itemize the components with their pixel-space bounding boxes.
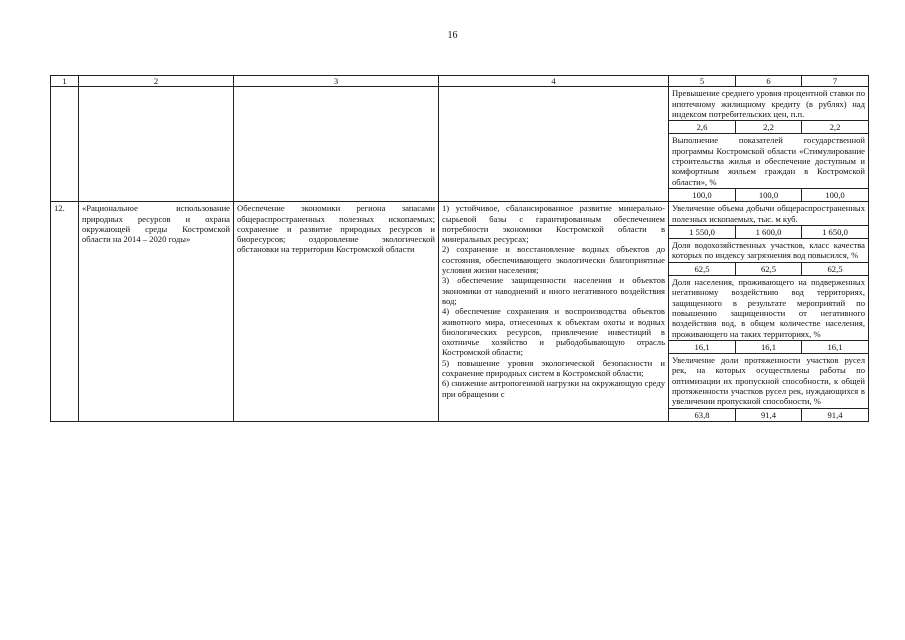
row-number: 12. xyxy=(51,202,79,422)
indicator-text: Выполнение показателей государственной программы Костромской области «Стимулирование строительства жилья и обеспечение доступным и комфортным жильем граждан в Костромской области», % xyxy=(669,134,869,188)
column-header: 3 xyxy=(234,76,439,87)
indicator-value: 16,1 xyxy=(669,340,736,353)
indicator-value: 1 550,0 xyxy=(669,225,736,238)
table-row xyxy=(51,87,869,121)
program-goal: Обеспечение экономики региона запасами общераспространенных полезных ископаемых; сохранение и развитие природных ресурсов и биоресурсов; оздоровление экологической обстановки на территории Костромской области xyxy=(234,202,439,422)
indicator-value: 2,2 xyxy=(736,121,802,134)
column-header: 2 xyxy=(79,76,234,87)
task-item: 1) устойчивое, сбалансированное развитие минерально-сырьевой базы с гарантированным обеспечением потребности экономики Костромской области в минеральных ресурсах; xyxy=(442,203,665,245)
table-header-row xyxy=(51,76,869,87)
empty-cell xyxy=(234,87,439,202)
indicator-text: Увеличение доли протяженности участков русел рек, на которых осуществлены работы по оптимизации их пропускной способности, к общей протяженности участков русел рек, нуждающихся в увеличении пропускной способности, % xyxy=(669,354,869,408)
task-item: 3) обеспечение защищенности населения и объектов экономики от наводнений и иного негативного воздействия вод; xyxy=(442,275,665,306)
indicator-value: 1 600,0 xyxy=(736,225,802,238)
empty-cell xyxy=(79,87,234,202)
indicator-text: Увеличение объема добычи общераспространенных полезных ископаемых, тыс. м куб. xyxy=(669,202,869,226)
empty-cell xyxy=(439,87,669,202)
column-header: 4 xyxy=(439,76,669,87)
column-header: 7 xyxy=(802,76,869,87)
program-name: «Рациональное использование природных ресурсов и охрана окружающей среды Костромской области на 2014 – 2020 годы» xyxy=(79,202,234,422)
indicator-value: 100,0 xyxy=(669,188,736,201)
column-header: 5 xyxy=(669,76,736,87)
task-item: 6) снижение антропогенной нагрузки на окружающую среду при обращении с xyxy=(442,378,665,399)
indicator-text: Доля населения, проживающего на подверженных негативному воздействию вод территориях, защищенного в результате мероприятий по повышению защищенности от негативного воздействия вод, в общем количестве населения, проживающего на таких территориях, % xyxy=(669,276,869,341)
programs-table xyxy=(50,75,869,422)
indicator-value: 63,8 xyxy=(669,408,736,421)
indicator-value: 16,1 xyxy=(736,340,802,353)
indicator-value: 1 650,0 xyxy=(802,225,869,238)
page-number: 16 xyxy=(447,30,458,41)
indicator-text: Превышение среднего уровня процентной ставки по ипотечному жилищному кредиту (в рублях) над индексом потребительских цен, п.п. xyxy=(669,87,869,121)
task-item: 2) сохранение и восстановление водных объектов до состояния, обеспечивающего экологически благоприятные условия жизни населения; xyxy=(442,244,665,276)
table-row xyxy=(51,202,869,226)
indicator-value: 91,4 xyxy=(802,408,869,421)
empty-cell xyxy=(51,87,79,202)
indicator-value: 100,0 xyxy=(736,188,802,201)
indicator-value: 62,5 xyxy=(736,262,802,275)
indicator-text: Доля водохозяйственных участков, класс качества которых по индексу загрязнения вод повысился, % xyxy=(669,239,869,263)
indicator-value: 100,0 xyxy=(802,188,869,201)
task-item: 4) обеспечение сохранения и воспроизводства объектов животного мира, отнесенных к объектам охоты и водных биологических ресурсов, привлечение инвестиций в охотничье хозяйство и рыбодобывающую отрасль Костромской области; xyxy=(442,306,665,358)
column-header: 6 xyxy=(736,76,802,87)
indicator-value: 91,4 xyxy=(736,408,802,421)
indicator-value: 62,5 xyxy=(802,262,869,275)
indicator-value: 2,2 xyxy=(802,121,869,134)
indicator-value: 16,1 xyxy=(802,340,869,353)
indicator-value: 62,5 xyxy=(669,262,736,275)
program-tasks xyxy=(439,202,669,422)
column-header: 1 xyxy=(51,76,79,87)
indicator-value: 2,6 xyxy=(669,121,736,134)
task-item: 5) повышение уровня экологической безопасности и сохранение природных систем в Костромской области; xyxy=(442,357,665,379)
